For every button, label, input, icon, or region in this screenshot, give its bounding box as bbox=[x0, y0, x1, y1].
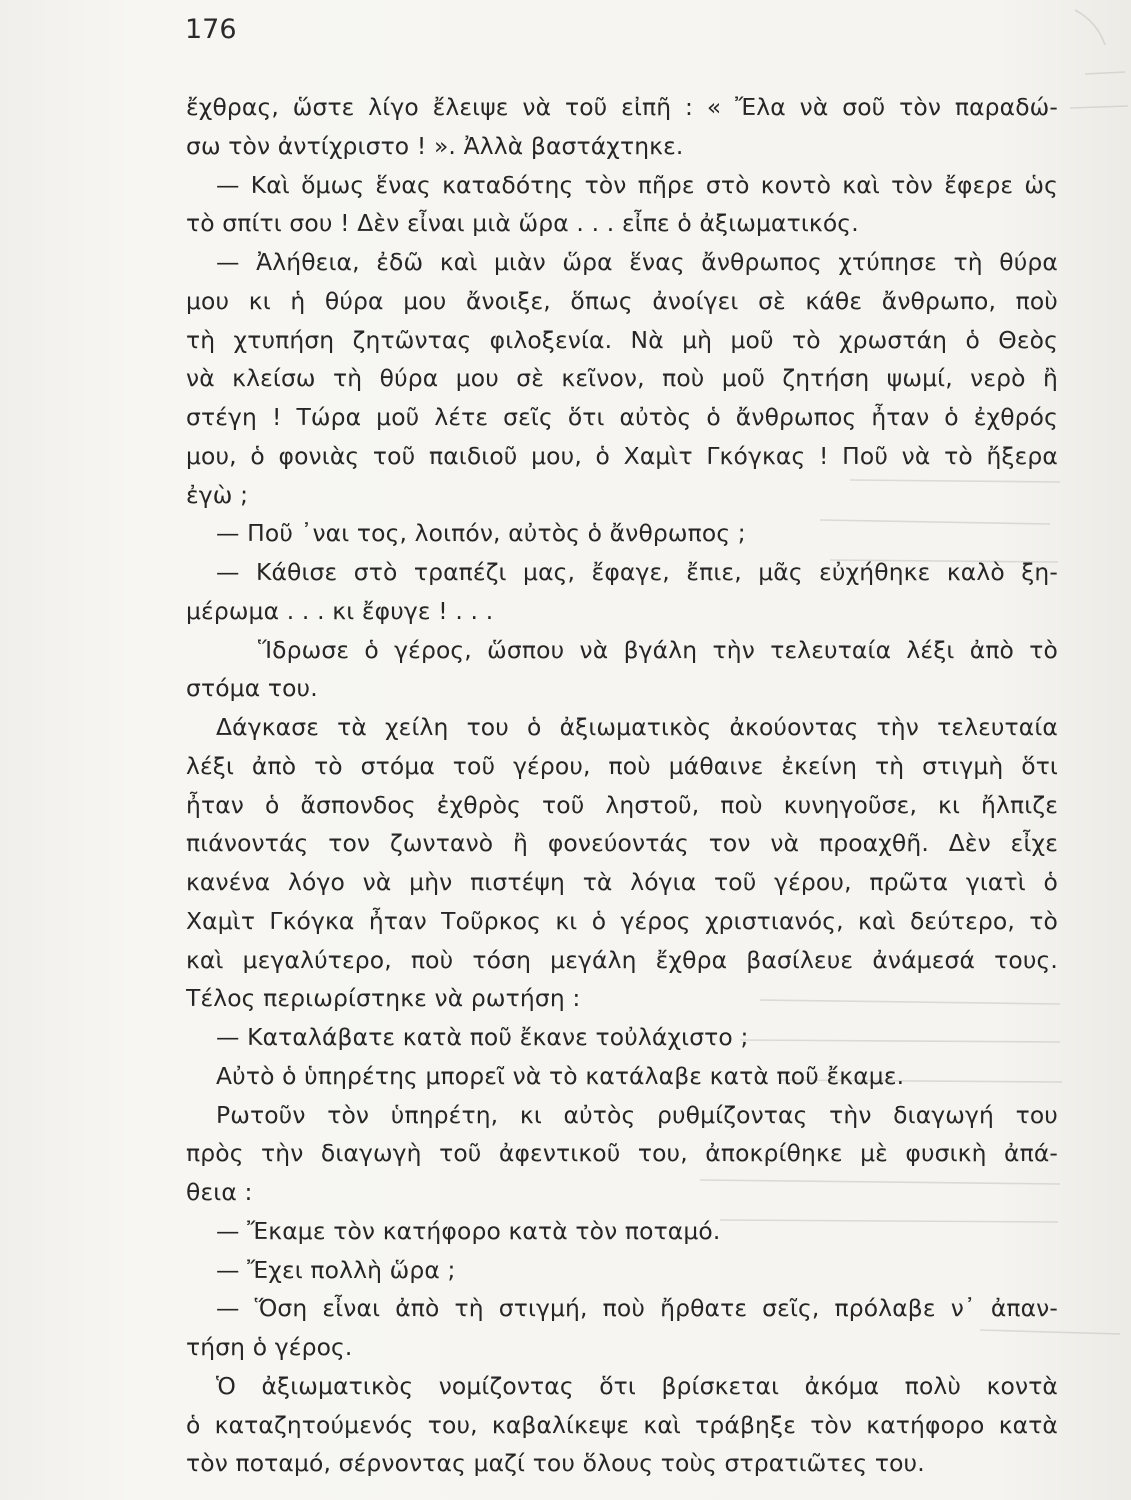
text-line: πιάνοντάς τον ζωντανὸ ἢ φονεύοντάς τον νὰ προαχθῆ. Δὲν εἶχε bbox=[186, 829, 1058, 858]
text-line: — Καὶ ὅμως ἕνας καταδότης τὸν πῆρε στὸ κοντὸ καὶ τὸν ἔφερε ὡς bbox=[216, 170, 1058, 199]
text-line: Αὐτὸ ὁ ὑπηρέτης μπορεῖ νὰ τὸ κατάλαβε κατὰ ποῦ ἔκαμε. bbox=[216, 1061, 905, 1090]
text-line: τὸ σπίτι σου ! Δὲν εἶναι μιὰ ὥρα . . . εἶπε ὁ ἀξιωματικός. bbox=[186, 209, 859, 238]
text-line: ὁ καταζητούμενός του, καβαλίκεψε καὶ τράβηξε τὸν κατήφορο κατὰ bbox=[186, 1410, 1058, 1439]
text-line: ἦταν ὁ ἄσπονδος ἐχθρὸς τοῦ ληστοῦ, ποὺ κυνηγοῦσε, κι ἤλπιζε bbox=[186, 790, 1058, 819]
text-line: κανένα λόγο νὰ μὴν πιστέψη τὰ λόγια τοῦ γέρου, πρῶτα γιατὶ ὁ bbox=[186, 868, 1058, 896]
text-line: Ὁ ἀξιωματικὸς νομίζοντας ὅτι βρίσκεται ἀκόμα πολὺ κοντὰ bbox=[216, 1371, 1058, 1400]
text-line: ἔχθρας, ὥστε λίγο ἔλειψε νὰ τοῦ εἰπῆ : « Ἔλα νὰ σοῦ τὸν παραδώ- bbox=[186, 93, 1058, 121]
text-line: — Ὅση εἶναι ἀπὸ τὴ στιγμή, ποὺ ἤρθατε σεῖς, πρόλαβε ν᾿ ἀπαν- bbox=[216, 1294, 1058, 1323]
text-line: Ἵδρωσε ὁ γέρος, ὥσπου νὰ βγάλη τὴν τελευταία λέξι ἀπὸ τὸ bbox=[258, 635, 1058, 664]
text-line: Τέλος περιωρίστηκε νὰ ρωτήση : bbox=[186, 984, 581, 1013]
text-line: — Κάθισε στὸ τραπέζι μας, ἔφαγε, ἔπιε, μᾶς εὐχήθηκε καλὸ ξη- bbox=[216, 558, 1058, 586]
body-text bbox=[186, 88, 1058, 1483]
text-line: μέρωμα . . . κι ἔφυγε ! . . . bbox=[186, 596, 494, 625]
text-line: καὶ μεγαλύτερο, ποὺ τόση μεγάλη ἔχθρα βασίλευε ἀνάμεσά τους. bbox=[186, 945, 1058, 974]
text-line: νὰ κλείσω τὴ θύρα μου σὲ κεῖνον, ποὺ μοῦ ζητήση ψωμί, νερὸ ἢ bbox=[186, 364, 1058, 393]
text-line: θεια : bbox=[186, 1178, 253, 1206]
text-line: Χαμὶτ Γκόγκα ἦταν Τοῦρκος κι ὁ γέρος χριστιανός, καὶ δεύτερο, τὸ bbox=[186, 906, 1058, 935]
text-line: πρὸς τὴν διαγωγὴ τοῦ ἀφεντικοῦ του, ἀποκρίθηκε μὲ φυσικὴ ἀπά- bbox=[186, 1139, 1058, 1168]
page-number: 176 bbox=[185, 14, 237, 45]
text-line: — Ποῦ ᾿ναι τος, λοιπόν, αὐτὸς ὁ ἄνθρωπος ; bbox=[216, 519, 746, 548]
text-line: ἐγὼ ; bbox=[186, 480, 249, 509]
text-line: λέξι ἀπὸ τὸ στόμα τοῦ γέρου, ποὺ μάθαινε ἐκείνη τὴ στιγμὴ ὅτι bbox=[186, 751, 1058, 780]
text-line: — Καταλάβατε κατὰ ποῦ ἔκανε τοὐλάχιστο ; bbox=[216, 1023, 749, 1051]
text-line: — Ἀλήθεια, ἐδῶ καὶ μιὰν ὥρα ἕνας ἄνθρωπος χτύπησε τὴ θύρα bbox=[216, 248, 1058, 276]
text-line: Δάγκασε τὰ χείλη του ὁ ἀξιωματικὸς ἀκούοντας τὴν τελευταία bbox=[216, 713, 1058, 741]
text-line: μου κι ἡ θύρα μου ἄνοιξε, ὅπως ἀνοίγει σὲ κάθε ἄνθρωπο, ποὺ bbox=[186, 286, 1058, 315]
text-line: στόμα του. bbox=[186, 674, 318, 703]
text-line: — Ἔκαμε τὸν κατήφορο κατὰ τὸν ποταμό. bbox=[216, 1216, 721, 1245]
text-line: μου, ὁ φονιὰς τοῦ παιδιοῦ μου, ὁ Χαμὶτ Γκόγκας ! Ποῦ νὰ τὸ ἤξερα bbox=[186, 441, 1058, 470]
text-line: — Ἔχει πολλὴ ὥρα ; bbox=[216, 1255, 456, 1284]
text-line: τήση ὁ γέρος. bbox=[186, 1333, 353, 1361]
text-line: τὸν ποταμό, σέρνοντας μαζί του ὅλους τοὺς στρατιῶτες του. bbox=[186, 1449, 925, 1478]
text-line: σω τὸν ἀντίχριστο ! ». Ἀλλὰ βαστάχτηκε. bbox=[186, 131, 684, 160]
text-line: στέγη ! Τώρα μοῦ λέτε σεῖς ὅτι αὐτὸς ὁ ἄνθρωπος ἦταν ὁ ἐχθρός bbox=[186, 403, 1058, 431]
text-line: τὴ χτυπήση ζητῶντας φιλοξενία. Νὰ μὴ μοῦ τὸ χρωστάη ὁ Θεὸς bbox=[186, 325, 1058, 354]
text-line: Ρωτοῦν τὸν ὑπηρέτη, κι αὐτὸς ρυθμίζοντας τὴν διαγωγή του bbox=[216, 1100, 1058, 1129]
